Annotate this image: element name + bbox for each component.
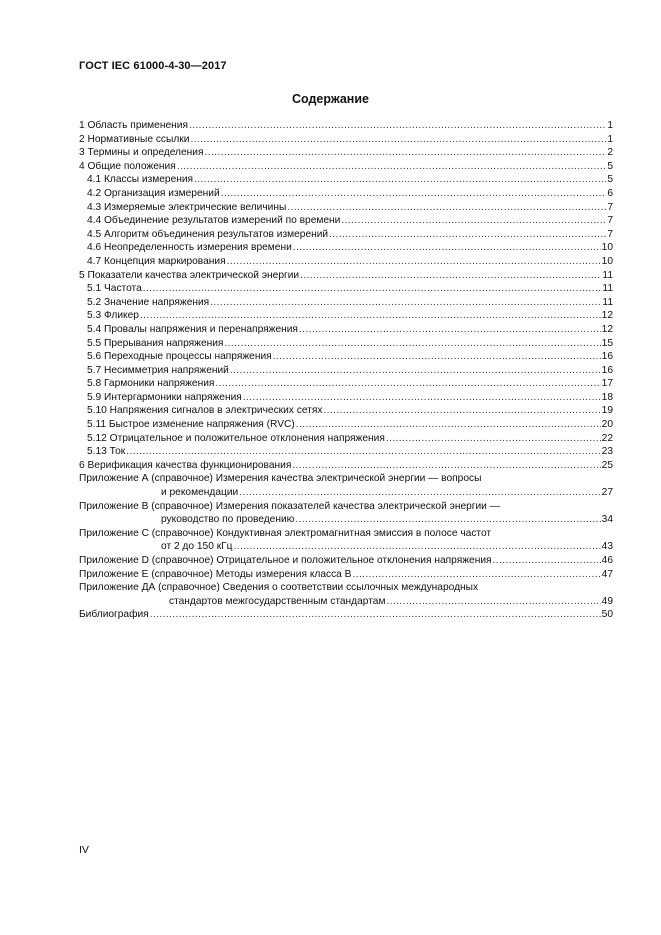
- toc-bibliography-page: 50: [601, 609, 613, 621]
- toc-entry-title: 4.3 Измеряемые электрические величины: [87, 201, 287, 213]
- toc-entry-title: 4.1 Классы измерения: [87, 174, 194, 186]
- toc-entry-title: 5.7 Несимметрия напряжений: [87, 364, 229, 376]
- toc-entry-title: 5.13 Ток: [87, 446, 126, 458]
- toc-entry[interactable]: [79, 173, 613, 187]
- toc-entry[interactable]: [79, 160, 613, 174]
- toc-leader-dots: [210, 296, 601, 310]
- toc-entry[interactable]: [79, 364, 613, 378]
- toc-annex-d[interactable]: [79, 554, 613, 568]
- toc-entry[interactable]: [79, 241, 613, 255]
- toc-bibliography-title: Библиография: [79, 609, 149, 621]
- toc-entry[interactable]: [79, 432, 613, 446]
- toc-entry-page: 6: [607, 187, 613, 199]
- toc-entry[interactable]: [79, 269, 613, 283]
- toc-entry[interactable]: [79, 418, 613, 432]
- toc-leader-dots: [287, 201, 606, 215]
- toc-entry-page: 12: [601, 310, 613, 322]
- toc-entry[interactable]: [79, 228, 613, 242]
- toc-entry-title: 4.7 Концепция маркирования: [87, 255, 226, 267]
- toc-leader-dots: [230, 364, 601, 378]
- toc-entry-page: 25: [601, 459, 613, 471]
- toc-bibliography[interactable]: [79, 608, 613, 622]
- table-of-contents: [79, 119, 613, 622]
- toc-entry-page: 1: [607, 120, 613, 131]
- toc-annex-b-page: 34: [601, 514, 613, 526]
- toc-entry-page: 11: [602, 296, 613, 308]
- toc-entry-page: 7: [607, 228, 613, 240]
- toc-annex-a-title: Приложение А (справочное) Измерения качества электрической энергии — вопросы: [79, 473, 482, 485]
- toc-leader-dots: [224, 337, 600, 351]
- toc-entry[interactable]: [79, 255, 613, 269]
- toc-leader-dots: [126, 445, 600, 459]
- toc-entry[interactable]: [79, 404, 613, 418]
- toc-entry-title: 4.6 Неопределенность измерения времени: [87, 242, 292, 254]
- toc-leader-dots: [204, 146, 606, 160]
- toc-entry-title: 5.3 Фликер: [87, 310, 139, 322]
- toc-entry[interactable]: [79, 119, 613, 133]
- toc-entry-page: 15: [601, 337, 613, 349]
- toc-entry-page: 10: [601, 242, 613, 254]
- toc-title: Содержание: [291, 92, 369, 106]
- toc-sections: [79, 119, 613, 472]
- toc-annex-a-title-cont: и рекомендации: [161, 487, 239, 499]
- toc-entry-title: 4 Общие положения: [79, 160, 176, 172]
- toc-entry-page: 11: [602, 269, 613, 281]
- toc-leader-dots: [296, 418, 601, 432]
- toc-entry-page: 10: [601, 255, 613, 267]
- toc-entry-page: 22: [601, 432, 613, 444]
- toc-entry-page: 7: [607, 201, 613, 213]
- toc-entry-title: 5.1 Частота: [87, 283, 142, 295]
- document-code: ГОСТ IEC 61000-4-30—2017: [79, 60, 227, 72]
- toc-entry-title: 3 Термины и определения: [79, 147, 204, 159]
- toc-entry[interactable]: [79, 350, 613, 364]
- toc-entry[interactable]: [79, 201, 613, 215]
- toc-entry-title: 4.2 Организация измерений: [87, 187, 220, 199]
- toc-entry[interactable]: [79, 337, 613, 351]
- toc-entry[interactable]: [79, 146, 613, 160]
- toc-annex-b-title: Приложение В (справочное) Измерения показателей качества электрической энергии —: [79, 500, 500, 512]
- toc-annex-da-title-cont: стандартов межгосударственным стандартам: [169, 595, 386, 607]
- toc-leader-dots: [189, 119, 606, 133]
- toc-leader-dots: [386, 432, 601, 446]
- toc-entry-title: 5.9 Интергармоники напряжения: [87, 391, 242, 403]
- toc-leader-dots: [234, 540, 601, 554]
- toc-leader-dots: [300, 269, 601, 283]
- toc-entry-page: 16: [601, 351, 613, 363]
- toc-annex-c-title: Приложение С (справочное) Кондуктивная электромагнитная эмиссия в полосе частот: [79, 527, 492, 539]
- toc-leader-dots: [386, 595, 600, 609]
- toc-entry-page: 1: [607, 133, 613, 145]
- toc-entry-title: 5.12 Отрицательное и положительное отклонения напряжения: [87, 432, 385, 444]
- toc-entry-page: 11: [602, 283, 613, 295]
- toc-annex-da-title: Приложение ДА (справочное) Сведения о соответствии ссылочных международных: [79, 582, 479, 594]
- toc-leader-dots: [221, 187, 607, 201]
- toc-entry-page: 12: [601, 323, 613, 335]
- toc-annex-da-line1[interactable]: [79, 581, 613, 595]
- toc-annex-a-page: 27: [601, 487, 613, 499]
- toc-entry-title: 1 Область применения: [79, 120, 188, 131]
- toc-annex-a-line2[interactable]: [79, 486, 613, 500]
- toc-annex-b-line2[interactable]: [79, 513, 613, 527]
- toc-entry[interactable]: [79, 214, 613, 228]
- toc-entry-title: 5.6 Переходные процессы напряжения: [87, 351, 272, 363]
- toc-entry-page: 19: [601, 405, 613, 417]
- toc-entry-page: 16: [601, 364, 613, 376]
- toc-annex-da-line2[interactable]: [79, 595, 613, 609]
- toc-entry-page: 5: [607, 160, 613, 172]
- toc-entry-title: 4.5 Алгоритм объединения результатов измерений: [87, 228, 329, 240]
- toc-entry-title: 5.11 Быстрое изменение напряжения (RVC): [87, 419, 295, 431]
- toc-annex-b-line1[interactable]: [79, 500, 613, 514]
- toc-leader-dots: [493, 554, 601, 568]
- toc-leader-dots: [227, 255, 601, 269]
- toc-entry-title: 6 Верификация качества функционирования: [79, 459, 292, 471]
- toc-entry-title: 5.4 Провалы напряжения и перенапряжения: [87, 323, 298, 335]
- toc-entry[interactable]: [79, 377, 613, 391]
- toc-leader-dots: [150, 608, 601, 622]
- toc-entry-page: 23: [601, 446, 613, 458]
- toc-leader-dots: [243, 391, 601, 405]
- toc-leader-dots: [293, 241, 601, 255]
- toc-entry-title: 4.4 Объединение результатов измерений по времени: [87, 215, 341, 227]
- toc-entry-title: 2 Нормативные ссылки: [79, 133, 190, 145]
- toc-entry-title: 5.2 Значение напряжения: [87, 296, 210, 308]
- toc-annex-b-title-cont: руководство по проведению: [161, 514, 295, 526]
- toc-annex-da-page: 49: [601, 595, 613, 607]
- toc-entry-page: 2: [607, 147, 613, 159]
- toc-entry[interactable]: [79, 296, 613, 310]
- toc-leader-dots: [273, 350, 601, 364]
- toc-annex-e-page: 47: [601, 568, 613, 580]
- toc-entry[interactable]: [79, 187, 613, 201]
- toc-leader-dots: [194, 173, 606, 187]
- toc-annex-d-title: Приложение D (справочное) Отрицательное и положительное отклонения напряжения: [79, 555, 492, 566]
- toc-leader-dots: [323, 404, 600, 418]
- toc-leader-dots: [143, 282, 602, 296]
- toc-annex-e[interactable]: [79, 568, 613, 582]
- toc-leader-dots: [215, 377, 600, 391]
- toc-leader-dots: [190, 133, 606, 147]
- toc-entry[interactable]: [79, 282, 613, 296]
- toc-annex-e-title: Приложение Е (справочное) Методы измерения класса В: [79, 568, 352, 580]
- toc-annex-d-page: 46: [601, 555, 613, 566]
- toc-entry-page: 20: [601, 419, 613, 431]
- toc-leader-dots: [177, 160, 607, 174]
- toc-entry[interactable]: [79, 445, 613, 459]
- toc-leader-dots: [239, 486, 600, 500]
- toc-entry-title: 5.10 Напряжения сигналов в электрических сетях: [87, 405, 323, 417]
- toc-leader-dots: [295, 513, 600, 527]
- page-number: IV: [79, 844, 89, 856]
- toc-entry[interactable]: [79, 391, 613, 405]
- toc-leader-dots: [329, 228, 606, 242]
- toc-entry-page: 17: [601, 378, 613, 390]
- toc-leader-dots: [299, 323, 601, 337]
- toc-leader-dots: [341, 214, 606, 228]
- toc-entry-title: 5.5 Прерывания напряжения: [87, 337, 224, 349]
- toc-entry-page: 5: [607, 174, 613, 186]
- toc-entry-title: 5.8 Гармоники напряжения: [87, 378, 215, 390]
- toc-annex-c-page: 43: [601, 541, 613, 553]
- toc-entry-page: 7: [607, 215, 613, 227]
- toc-entry[interactable]: [79, 459, 613, 473]
- toc-entry[interactable]: [79, 323, 613, 337]
- toc-annex-a-line1[interactable]: [79, 472, 613, 486]
- toc-entry-title: 5 Показатели качества электрической энергии: [79, 269, 300, 281]
- toc-leader-dots: [352, 568, 600, 582]
- toc-annex-c-line1[interactable]: [79, 527, 613, 541]
- toc-leader-dots: [140, 309, 601, 323]
- toc-entry-page: 18: [601, 391, 613, 403]
- toc-annex-c-title-cont: от 2 до 150 кГц: [161, 541, 233, 553]
- toc-entry[interactable]: [79, 133, 613, 147]
- toc-entry[interactable]: [79, 309, 613, 323]
- toc-annex-c-line2[interactable]: [79, 540, 613, 554]
- toc-leader-dots: [292, 459, 600, 473]
